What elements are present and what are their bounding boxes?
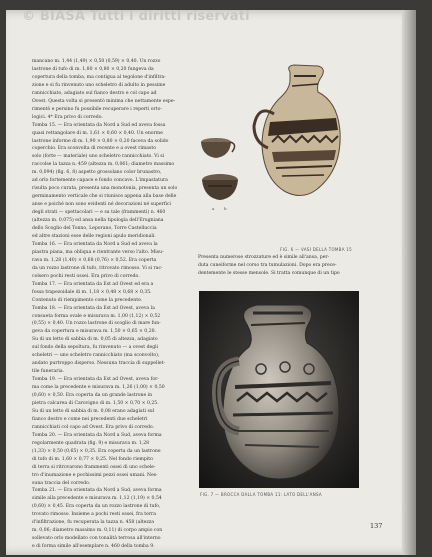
page-gutter-shadow bbox=[402, 10, 416, 555]
figure-7-jug-photo bbox=[199, 291, 359, 488]
text-line: rannicchiato, adagiato sul fianco destro e col capo ad bbox=[32, 90, 157, 96]
text-line: mancano m. 1,44 (1,49) × 0,50 (0,59) × 0,40. Un rozzo bbox=[32, 59, 161, 64]
figure-6-caption: FIG. 6 — VASI DELLA TOMBA 15 bbox=[280, 247, 352, 252]
text-line: Contenuto di riempimento come la precedente. bbox=[32, 297, 143, 303]
text-line: piastra piana, ma obliqua e rientrante verso l'alto. Misu- bbox=[32, 249, 164, 255]
right-text-block bbox=[198, 254, 360, 278]
text-line: sul fondo della sepoltura, fu rinvenuto — a ovest degli bbox=[32, 345, 159, 351]
text-line: m. 0,094) (fig. 6, 8) aspetto grossolano color brunastro, bbox=[32, 170, 162, 176]
text-line: raccolse la tazza n. 459 (altezza m. 0,061; diametro massimo bbox=[32, 162, 175, 168]
text-line: degli strati — spettacolari — e su tale (frammenti) n. 460 bbox=[32, 210, 166, 216]
text-line: da un rozzo lastrone di tufo, ritrovato rimosso. Vi si rac- bbox=[32, 265, 163, 271]
watermark: © BIASA Tutti i diritti riservati bbox=[22, 9, 250, 24]
text-line: Tomba 15. — Era orientata da Nord a Sud ed aveva fossa bbox=[32, 122, 166, 128]
svg-text:b: b bbox=[224, 206, 227, 211]
text-line: lastrone informe di m. 1,90 × 0,80 × 0,20 faceva da solido bbox=[32, 138, 169, 144]
text-line: dello Scoglio del Tonno, Leporano, Torre Castelluccia bbox=[32, 226, 157, 232]
text-line: colsero pochi resti ossei. Era privo di corredo. bbox=[32, 273, 140, 279]
text-line: suna traccia del corredo. bbox=[32, 480, 91, 486]
text-line: rannicchiati col capo ad Ovest. Era privo di corredo. bbox=[32, 424, 155, 430]
text-line: Tomba 16. — Era orientata da Nord a Sud ed aveva la bbox=[32, 241, 158, 247]
text-line: dentemente le stesse mensole. Si tratta comunque di un tipo bbox=[198, 270, 340, 276]
text-line: risulta poco curata, presenta una monotonia, presenta un solo bbox=[32, 186, 178, 192]
text-line: (0,60) × 0,45. Era coperta da un rozzo lastrone di tufo, bbox=[32, 504, 161, 510]
text-line: (0,60) × 0,50. Era coperta da un grande lastrone in bbox=[32, 393, 153, 399]
text-line: quasi rettangolare di m. 1,61 × 0,60 × 0,40. Un enorme bbox=[32, 130, 163, 136]
text-line: Presenta numerose strozzature ed è simile all'ansa, per- bbox=[198, 255, 330, 260]
text-line: (1,33) × 0,50 (0,65) × 0,35. Era coperta da un lastrone bbox=[32, 448, 161, 454]
text-line: anse e poiché non sono evidenti né decorazioni né superfici bbox=[32, 202, 171, 208]
text-line: di tufo di m. 1,60 × 0,77 × 0,25. Nel fondo riempito bbox=[32, 456, 153, 462]
text-line: andato purtroppo disperso. Nessuna traccia di suppellet- bbox=[32, 361, 166, 367]
text-line: geva da copertura e misurava m. 1,50 × 0,65 × 0,20. bbox=[32, 329, 156, 335]
document-page bbox=[6, 10, 416, 555]
text-line: fossa trapezoidale di m. 1,18 × 0,48 × 0,68 × 0,35. bbox=[32, 289, 152, 295]
text-line: zione e si fu rinvenuto uno scheletro di adulto in pessime bbox=[32, 82, 166, 88]
text-line: rimentò e persino fu possibile recuperare i reperti orto- bbox=[32, 106, 162, 112]
text-line: solo (forte — materiale) uno scheletro rannicchiato. Vi si bbox=[32, 154, 165, 160]
text-line: di terra si ritrovarono frammenti ossei di uno schele- bbox=[32, 464, 156, 470]
text-line: scheletri — uno scheletro rannicchiato (ma sconvolto), bbox=[32, 353, 160, 359]
decorated-jug bbox=[254, 65, 340, 196]
svg-text:a: a bbox=[212, 206, 215, 211]
text-line: m. 0,06; diametro massimo m. 0,11) di corpo ampio con bbox=[32, 528, 163, 534]
figure-6-vases-illustration bbox=[198, 62, 358, 212]
text-line: Su di un letto di sabbia di m. 0,08 erano adagiati sul bbox=[32, 408, 155, 414]
text-line: pietra calcarea di Carovigno di m. 1,50 × 0,70 × 0,25. bbox=[32, 400, 159, 406]
left-text-column bbox=[32, 58, 197, 550]
text-line: consueta forma ovale e misurava m. 1,00 (1,12) × 0,52 bbox=[32, 313, 161, 319]
text-line: Tomba 21. — Era orientata da Nord a Sud, aveva forma bbox=[32, 488, 162, 494]
text-line: tro d'inumazione e pochissimi pezzi ossei umani. Nes- bbox=[32, 472, 158, 478]
text-line: Tomba 17. — Era orientata da Est ad Ovest ed era a bbox=[32, 281, 154, 287]
text-line: ed altre stazioni esse delle regioni apulo meridionali. bbox=[32, 233, 156, 239]
text-line: ma come la precedente e misurava m. 1,26 (1,00) × 0,50 bbox=[32, 385, 165, 391]
text-line: (0,55) × 0,40. Un rozzo lastrone di scoglio di mare fun- bbox=[32, 321, 161, 327]
small-bowl bbox=[202, 174, 238, 200]
text-line: fianco destro e come nei precedenti due scheletri bbox=[32, 416, 148, 422]
text-line: Tomba 20. — Era orientata da Nord a Sud, aveva forma bbox=[32, 432, 162, 438]
text-line: (altezza m. 0,075) ed ansa nella tipologia dell'Erugniana bbox=[32, 218, 164, 224]
text-line: d'infiltrazione, fu recuperata la tazza n. 458 (altezza bbox=[32, 520, 154, 526]
text-line: germinamento verticale che si riunisce appena alla base delle bbox=[32, 194, 177, 200]
text-line: copertura della tomba, ma contigua al tegolone d'infiltra- bbox=[32, 74, 166, 80]
text-line: simile alla precedente e misurava m. 1,12 (1,19) × 0,54 bbox=[32, 496, 162, 502]
text-line: duta cuneiforme nel corso tra tumulazioni. Dopo era prece- bbox=[198, 262, 337, 268]
figure-7-caption: FIG. 7 — BROCCA DALLA TOMBA 11: LATO DELL'ANSA bbox=[200, 492, 322, 497]
text-line: e di forma simile all'esemplare n. 460 della tomba 9. bbox=[32, 544, 155, 550]
text-line: Ovest. Questa volta si presentò minima che nettamente espe- bbox=[32, 98, 176, 104]
text-line: regolarmente quadrata (fig. 9) e misurava m. 1,28 bbox=[32, 440, 150, 446]
page-number: 137 bbox=[370, 522, 383, 530]
text-line: Su di un letto di sabbia di m. 0,05 di altezza, adagiato bbox=[32, 337, 158, 343]
text-line: ad orlo fortemente capace e fondo concavo. L'impastatura bbox=[32, 178, 168, 184]
text-line: Tomba 18. — Era orientata da Est ad Ovest, aveva la bbox=[32, 305, 155, 311]
text-line: Tomba 19. — Era orientata da Est ad Ovest, aveva for- bbox=[32, 377, 159, 383]
text-line: coperchio. Era sconvolta di recente e a ovest rimasto bbox=[32, 146, 156, 152]
text-line: rava m. 1,28 (1,40) × 0,68 (0,76) × 0,52. Era coperta bbox=[32, 257, 157, 263]
text-line: tile funeraria. bbox=[32, 369, 65, 375]
small-cup bbox=[201, 138, 235, 158]
text-line: lastrone di tufo di m. 1,80 × 0,80 × 0,20 fungeva da bbox=[32, 66, 154, 72]
text-line: logici. 4* Era privo di corredo. bbox=[32, 114, 103, 120]
text-line: trovato rimosso. Insieme a pochi resti ossei, fra terra bbox=[32, 512, 156, 518]
figure-6 bbox=[198, 62, 358, 240]
text-line: sollevato orlo modellato con tonalità terrosa all'interno bbox=[32, 536, 161, 542]
